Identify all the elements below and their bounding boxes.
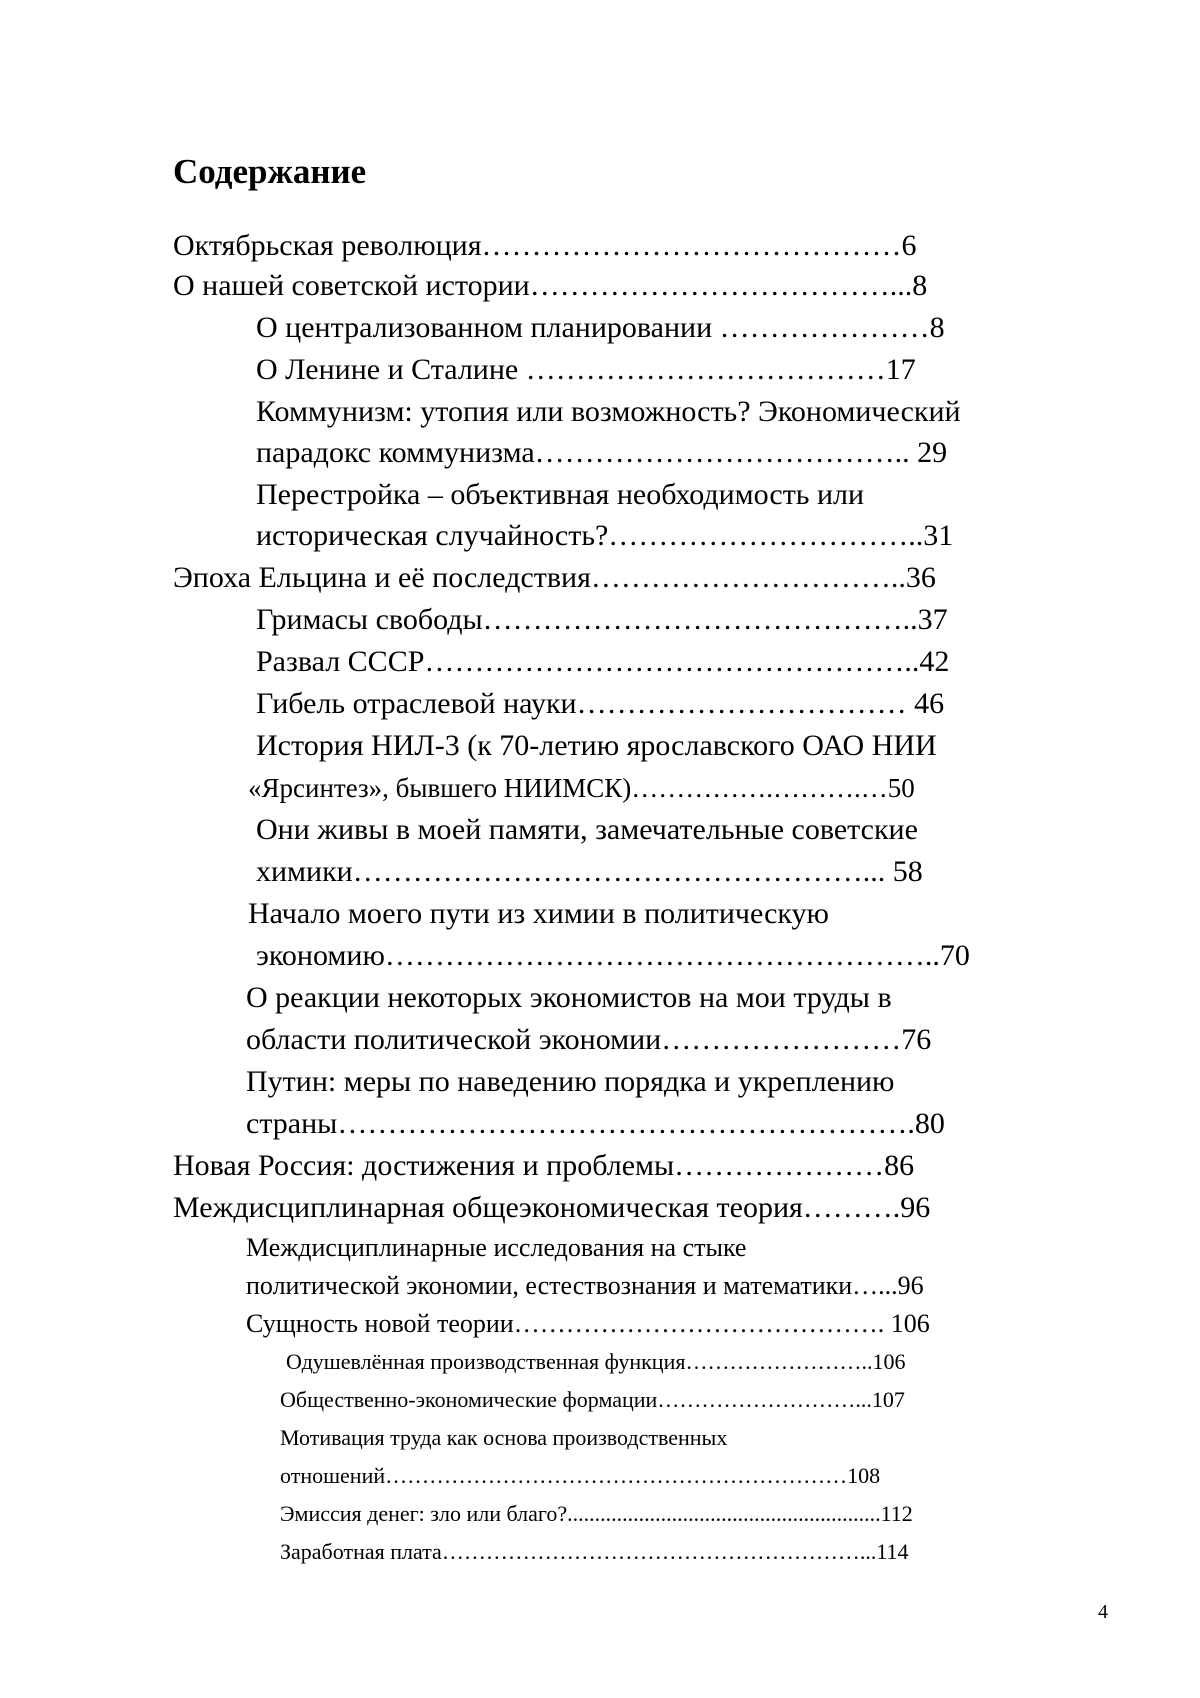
toc-entry: страны………………………………………………….80: [246, 1107, 945, 1140]
toc-entry: политической экономии, естествознания и математики…...96: [246, 1271, 924, 1300]
toc-entry: Общественно-экономические формации………………………...107: [280, 1387, 905, 1412]
toc-entry: О централизованном планировании …………………8: [256, 311, 945, 344]
toc-entry: историческая случайность?…………………………..31: [256, 519, 954, 552]
toc-entry: области политической экономии……………………76: [246, 1023, 932, 1056]
toc-entry: Заработная плата…………………………………………………...114: [280, 1539, 909, 1564]
toc-entry: Октябрьская революция……………………………………6: [173, 229, 917, 262]
toc-entry: Начало моего пути из химии в политическую: [248, 897, 829, 930]
toc-entry: парадокс коммунизма……………………………….. 29: [256, 436, 948, 469]
page-title: Содержание: [173, 152, 367, 191]
toc-entry: химики……………………………………………... 58: [256, 855, 923, 888]
toc-entry: Они живы в моей памяти, замечательные советские: [256, 813, 918, 846]
toc-entry: Гримасы свободы……………………………………..37: [256, 603, 948, 636]
toc-entry: Одушевлённая производственная функция……………………..106: [286, 1349, 906, 1374]
toc-entry: Коммунизм: утопия или возможность? Экономический: [256, 395, 961, 428]
toc-entry: «Ярсинтез», бывшего НИИМСК)…………….……….…50: [248, 773, 915, 803]
toc-entry: Сущность новой теории……………………………………. 106: [246, 1309, 930, 1338]
toc-entry: экономию………………………………………………..70: [256, 939, 970, 972]
toc-entry: Мотивация труда как основа производственных: [280, 1425, 728, 1450]
toc-entry: Эпоха Ельцина и её последствия…………………………..36: [173, 561, 936, 594]
page-number: 4: [1098, 1601, 1108, 1623]
toc-entry: Новая Россия: достижения и проблемы…………………86: [173, 1149, 915, 1182]
toc-entry: Междисциплинарная общеэкономическая теория……….96: [173, 1191, 931, 1224]
toc-entry: О Ленине и Сталине ………………………………17: [256, 353, 916, 386]
toc-entry: О реакции некоторых экономистов на мои труды в: [246, 981, 892, 1014]
toc-entry: Гибель отраслевой науки…………………………… 46: [256, 687, 945, 720]
toc-entry: Междисциплинарные исследования на стыке: [246, 1233, 747, 1262]
toc-entry: Путин: меры по наведению порядка и укреплению: [246, 1065, 895, 1098]
toc-entry: отношений………………………………………………………108: [280, 1463, 881, 1488]
toc-entry: История НИЛ-3 (к 70-летию ярославского ОАО НИИ: [256, 729, 937, 762]
toc-entry: Перестройка – объективная необходимость или: [256, 478, 865, 511]
toc-entry: Развал СССР…………………………………………..42: [256, 645, 950, 678]
toc-entry: Эмиссия денег: зло или благо?.........................................................112: [280, 1501, 913, 1526]
toc-entry: О нашей советской истории………………………………...8: [173, 269, 928, 302]
